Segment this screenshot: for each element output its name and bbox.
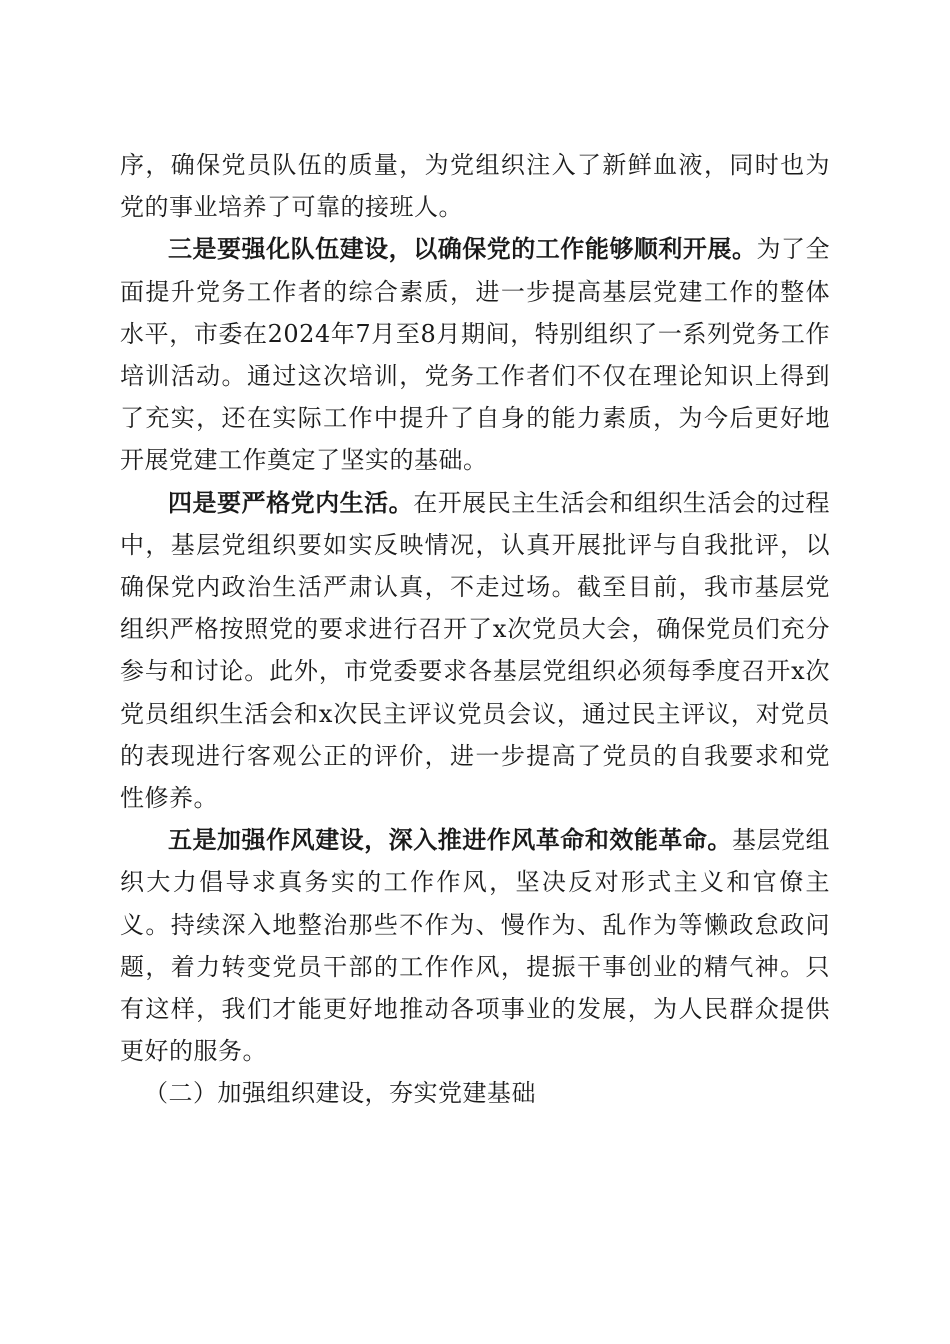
paragraph-body: 为了全面提升党务工作者的综合素质，进一步提高基层党建工作的整体水平，市委在2024年7月至8月期间，特别组织了一系列党务工作培训活动。通过这次培训，党务工作者们不仅在理论知识上得到了充实，还在实际工作中提升了自身的能力素质，为今后更好地开展党建工作奠定了坚实的基础。 [120, 235, 831, 475]
paragraph-body: 在开展民主生活会和组织生活会的过程中，基层党组织要如实反映情况，认真开展批评与自我批评，以确保党内政治生活严肃认真，不走过场。截至目前，我市基层党组织严格按照党的要求进行召开了x次党员大会，确保党员们充分参与和讨论。此外，市党委要求各基层党组织必须每季度召开x次党员组织生活会和x次民主评议党员会议，通过民主评议，对党员的表现进行客观公正的评价，进一步提高了党员的自我要求和党性修养。 [120, 488, 831, 813]
paragraph-lead: 四是要严格党内生活。 [168, 487, 414, 517]
section-heading: （二）加强组织建设，夯实党建基础 [144, 1079, 536, 1108]
paragraph-work-style [120, 819, 830, 1072]
paragraph-lead: 三是要强化队伍建设，以确保党的工作能够顺利开展。 [168, 234, 757, 264]
paragraph-body: 序，确保党员队伍的质量，为党组织注入了新鲜血液，同时也为党的事业培养了可靠的接班人。 [120, 151, 830, 222]
paragraph-party-life [120, 482, 830, 820]
paragraph-body: 基层党组织大力倡导求真务实的工作作风，坚决反对形式主义和官僚主义。持续深入地整治那些不作为、慢作为、乱作为等懒政怠政问题，着力转变党员干部的工作作风，提振干事创业的精气神。只有这样，我们才能更好地推动各项事业的发展，为人民群众提供更好的服务。 [120, 826, 831, 1066]
paragraph-lead: 五是加强作风建设，深入推进作风革命和效能革命。 [168, 825, 732, 855]
document-body [120, 144, 830, 1115]
paragraph-continuation [120, 144, 830, 228]
paragraph-team-building [120, 228, 830, 481]
